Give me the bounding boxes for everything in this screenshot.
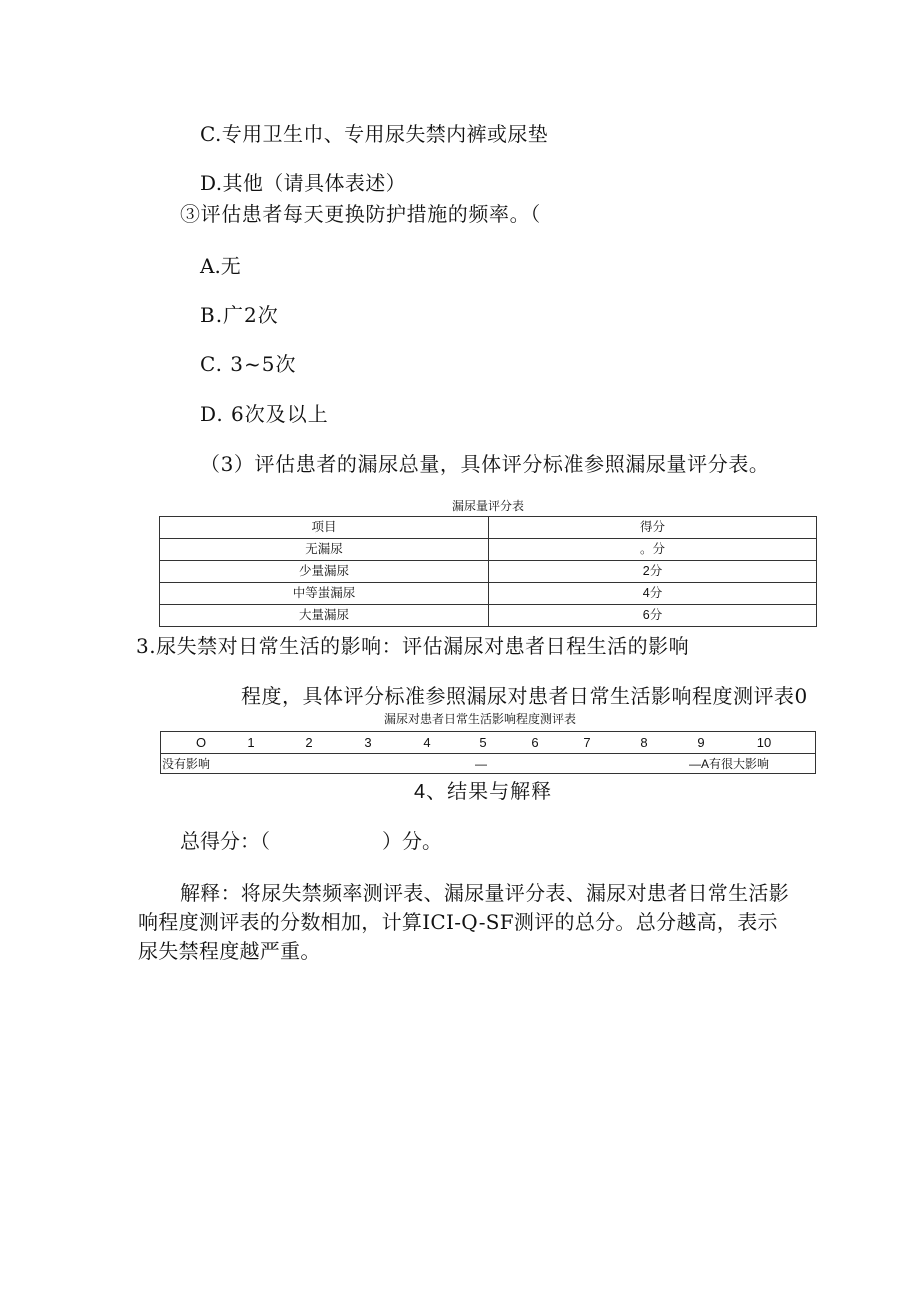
total-score-label: 总得分：（ — [180, 831, 270, 853]
impact-scale-title: 漏尿对患者日常生活影响程度测评表 — [383, 712, 576, 726]
table-cell-item: 无漏尿 — [160, 539, 489, 561]
table-cell-item: 少量漏尿 — [160, 561, 489, 583]
scale-number: 7 — [583, 735, 591, 750]
table-row — [160, 583, 817, 605]
table-row — [160, 561, 817, 583]
option-c-previous: C.专用卫生巾、专用尿失禁内裤或尿垫 — [200, 122, 549, 146]
table-cell-score: 6分 — [489, 605, 817, 627]
score-table-title: 漏尿量评分表 — [451, 499, 524, 513]
scale-number: 1 — [247, 735, 255, 750]
scale-number: 8 — [640, 735, 648, 750]
interpretation-line3: 尿失禁程度越严重。 — [138, 939, 321, 963]
table-row — [160, 539, 817, 561]
interpretation-line1: 解释：将尿失禁频率测评表、漏尿量评分表、漏尿对患者日常生活影 — [180, 881, 789, 905]
column-header-score: 得分 — [489, 517, 817, 539]
section-leak-volume-text: （3）评估患者的漏尿总量，具体评分标准参照漏尿量评分表。 — [200, 452, 770, 476]
option-d: D. 6次及以上 — [200, 402, 329, 426]
question-frequency-text: ③评估患者每天更换防护措施的频率。（ — [180, 202, 541, 226]
scale-number: 3 — [364, 735, 372, 750]
table-row — [160, 605, 817, 627]
scale-number: 10 — [756, 735, 772, 750]
table-header-row — [160, 517, 817, 539]
table-cell-score: 。分 — [489, 539, 817, 561]
scale-middle-mark: — — [475, 757, 487, 771]
scale-number: O — [195, 735, 207, 750]
table-cell-item: 中等蚩漏尿 — [160, 583, 489, 605]
scale-number: 2 — [305, 735, 313, 750]
scale-number: 9 — [697, 735, 705, 750]
option-d-previous: D.其他（请具体表述） — [200, 171, 407, 195]
scale-number: 4 — [423, 735, 431, 750]
option-a: A.无 — [200, 254, 241, 278]
section-impact-line1: 3.尿失禁对日常生活的影响：评估漏尿对患者日程生活的影响 — [136, 634, 690, 658]
table-cell-item: 大量漏尿 — [160, 605, 489, 627]
leak-score-table — [159, 516, 817, 627]
results-heading: 4、结果与解释 — [414, 781, 553, 803]
table-cell-score: 2分 — [489, 561, 817, 583]
option-c: C. 3~5次 — [200, 352, 297, 376]
scale-number: 6 — [531, 735, 539, 750]
option-b: B.广2次 — [200, 303, 279, 327]
section-impact-line2: 程度，具体评分标准参照漏尿对患者日常生活影响程度测评表0 — [241, 684, 808, 708]
scale-number: 5 — [479, 735, 487, 750]
scale-left-label: 没有影响 — [162, 757, 211, 771]
scale-number-row — [161, 732, 815, 754]
interpretation-line2: 响程度测评表的分数相加，计算ICI-Q-SF测评的总分。总分越高，表示 — [138, 910, 778, 934]
total-score-suffix: ）分。 — [382, 831, 442, 853]
scale-right-label: —A有很大影响 — [689, 757, 770, 771]
column-header-item: 项目 — [160, 517, 489, 539]
table-cell-score: 4分 — [489, 583, 817, 605]
impact-rating-scale — [160, 731, 816, 774]
